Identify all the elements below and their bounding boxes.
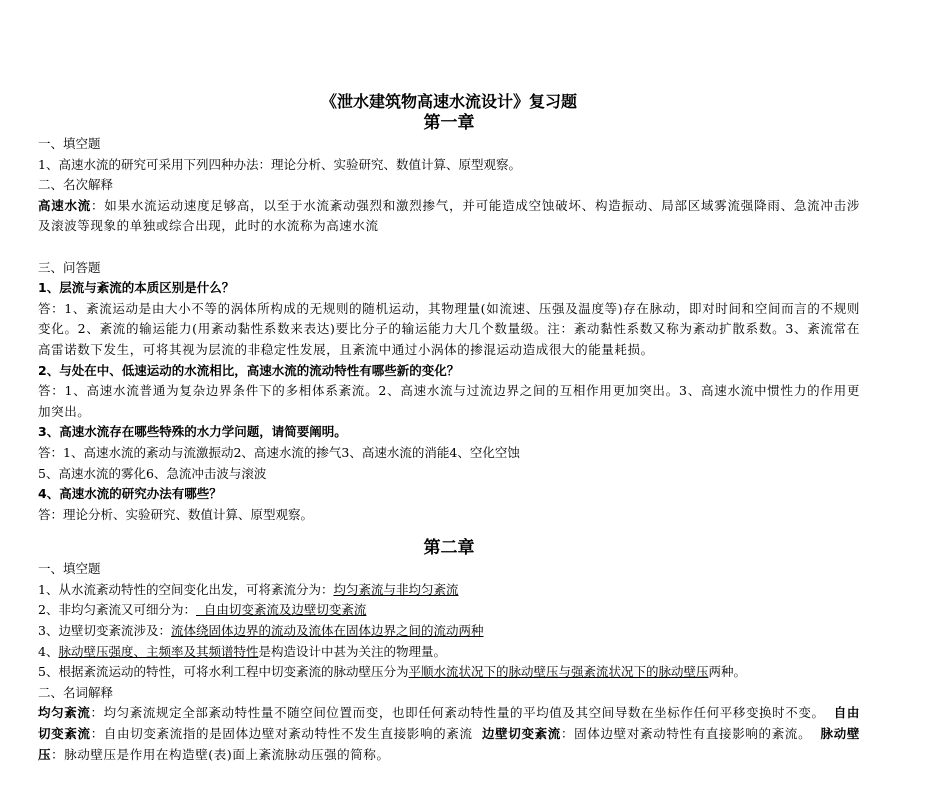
- term: 自由切变紊流: [38, 705, 861, 742]
- answer-2: 答：1、高速水流普通为复杂边界条件下的多相体系紊流。2、高速水流与过流边界之间的互相作用更加突出。3、高速水流中惯性力的作用更加突出。: [38, 383, 860, 419]
- chapter-2-title: 第二章: [423, 538, 475, 559]
- fill-item-5: [38, 662, 860, 683]
- definition: ：均匀紊流规定全部紊动特性量不随空间位置而变，也即任何紊动特性量的平均值及其空间导数在坐标作任何平移变换时不变。: [90, 705, 825, 721]
- fill-text: 是构造设计中甚为关注的物理量。: [258, 643, 446, 659]
- spacer: [38, 525, 860, 537]
- term: 均匀紊流: [38, 705, 91, 721]
- term: 高速水流: [38, 197, 92, 213]
- document-page: [38, 92, 860, 765]
- fill-text: 2、非均匀紊流又可细分为：: [38, 602, 196, 618]
- answer-3-line-1: 答：1、高速水流的紊动与流激振动2、高速水流的掺气3、高速水流的消能4、空化空蚀: [38, 444, 520, 460]
- definition: ：脉动壁压是作用在构造壁(表)面上紊流脉动压强的简称。: [51, 746, 390, 762]
- term-definition: [38, 196, 860, 237]
- term: 边壁切变紊流: [481, 726, 561, 742]
- fill-answer: 平顺水流状况下的脉动壁压与强紊流状况下的脉动壁压: [408, 664, 709, 680]
- fill-item-3: [38, 621, 860, 642]
- fill-text: 4、: [38, 643, 59, 659]
- term-definitions: [38, 703, 860, 765]
- section-heading: 二、名词解释: [38, 684, 114, 700]
- fill-answer: 均匀紊流与非均匀紊流: [333, 581, 459, 597]
- question-3: 3、高速水流存在哪些特殊的水力学问题，请简要阐明。: [38, 424, 347, 440]
- answer-3-line-2: 5、高速水流的雾化6、急流冲击波与滚波: [38, 465, 267, 481]
- section-heading: 一、填空题: [38, 561, 101, 577]
- chapter-1-title: 第一章: [423, 113, 475, 133]
- fill-answer: 自由切变紊流及边壁切变紊流: [195, 602, 367, 618]
- fill-text: 5、根据紊流运动的特性，可将水利工程中切变紊流的脉动壁压分为: [38, 664, 409, 680]
- fill-answer-1: 1、高速水流的研究可采用下列四种办法：理论分析、实验研究、数值计算、原型观察。: [38, 156, 521, 172]
- fill-text: 1、从水流紊动特性的空间变化出发，可将紊流分为：: [38, 581, 334, 597]
- question-1: 1、层流与紊流的本质区别是什么？: [38, 280, 235, 296]
- fill-answer: 流体绕固体边界的流动及流体在固体边界之间的流动两种: [170, 623, 484, 639]
- fill-text: 3、边壁切变紊流涉及：: [38, 623, 171, 639]
- definition: ：固体边壁对紊动特性有直接影响的紊流。: [560, 726, 812, 742]
- fill-item-4: [38, 642, 860, 663]
- fill-item-2: [38, 600, 860, 621]
- section-heading: 二、名次解释: [38, 177, 114, 193]
- section-heading: 三、问答题: [38, 259, 101, 275]
- question-4: 4、高速水流的研究办法有哪些？: [38, 486, 222, 502]
- blank-line: [38, 237, 860, 258]
- fill-text: 两种。: [708, 664, 746, 680]
- term: 脉动壁压: [38, 726, 860, 762]
- definition: ：如果水流运动速度足够高，以至于水流紊动强烈和激烈掺气，并可能造成空蚀破坏、构造振动、局部区域雾流强降雨、急流冲击涉及滚波等现象的单独或综合出现，此时的水流称为高速水流: [38, 197, 860, 234]
- definition: ：自由切变紊流指的是固体边壁对紊动特性不发生直接影响的紊流: [90, 726, 473, 742]
- answer-1: 答：1、紊流运动是由大小不等的涡体所构成的无规则的随机运动，其物理量(如流速、压强及温度等)存在脉动，即对时间和空间而言的不规则变化。2、紊流的输运能力(用紊动黏性系数来表达)要比分子的输运能力大几个数量级。注：紊动黏性系数又称为紊动扩散系数。3、紊流常在高雷诺数下发生，可将其视为层流的非稳定性发展，且紊流中通过小涡体的掺混运动造成很大的能量耗损。: [38, 300, 860, 357]
- question-2: 2、与处在中、低速运动的水流相比，高速水流的流动特性有哪些新的变化？: [38, 362, 460, 378]
- answer-4: 答：理论分析、实验研究、数值计算、原型观察。: [38, 506, 314, 522]
- document-title: 《泄水建筑物高速水流设计》复习题: [320, 92, 577, 111]
- fill-item-1: [38, 580, 860, 601]
- section-heading: 一、填空题: [38, 136, 101, 151]
- fill-answer: 脉动壁压强度、主频率及其频谱特性: [58, 643, 259, 659]
